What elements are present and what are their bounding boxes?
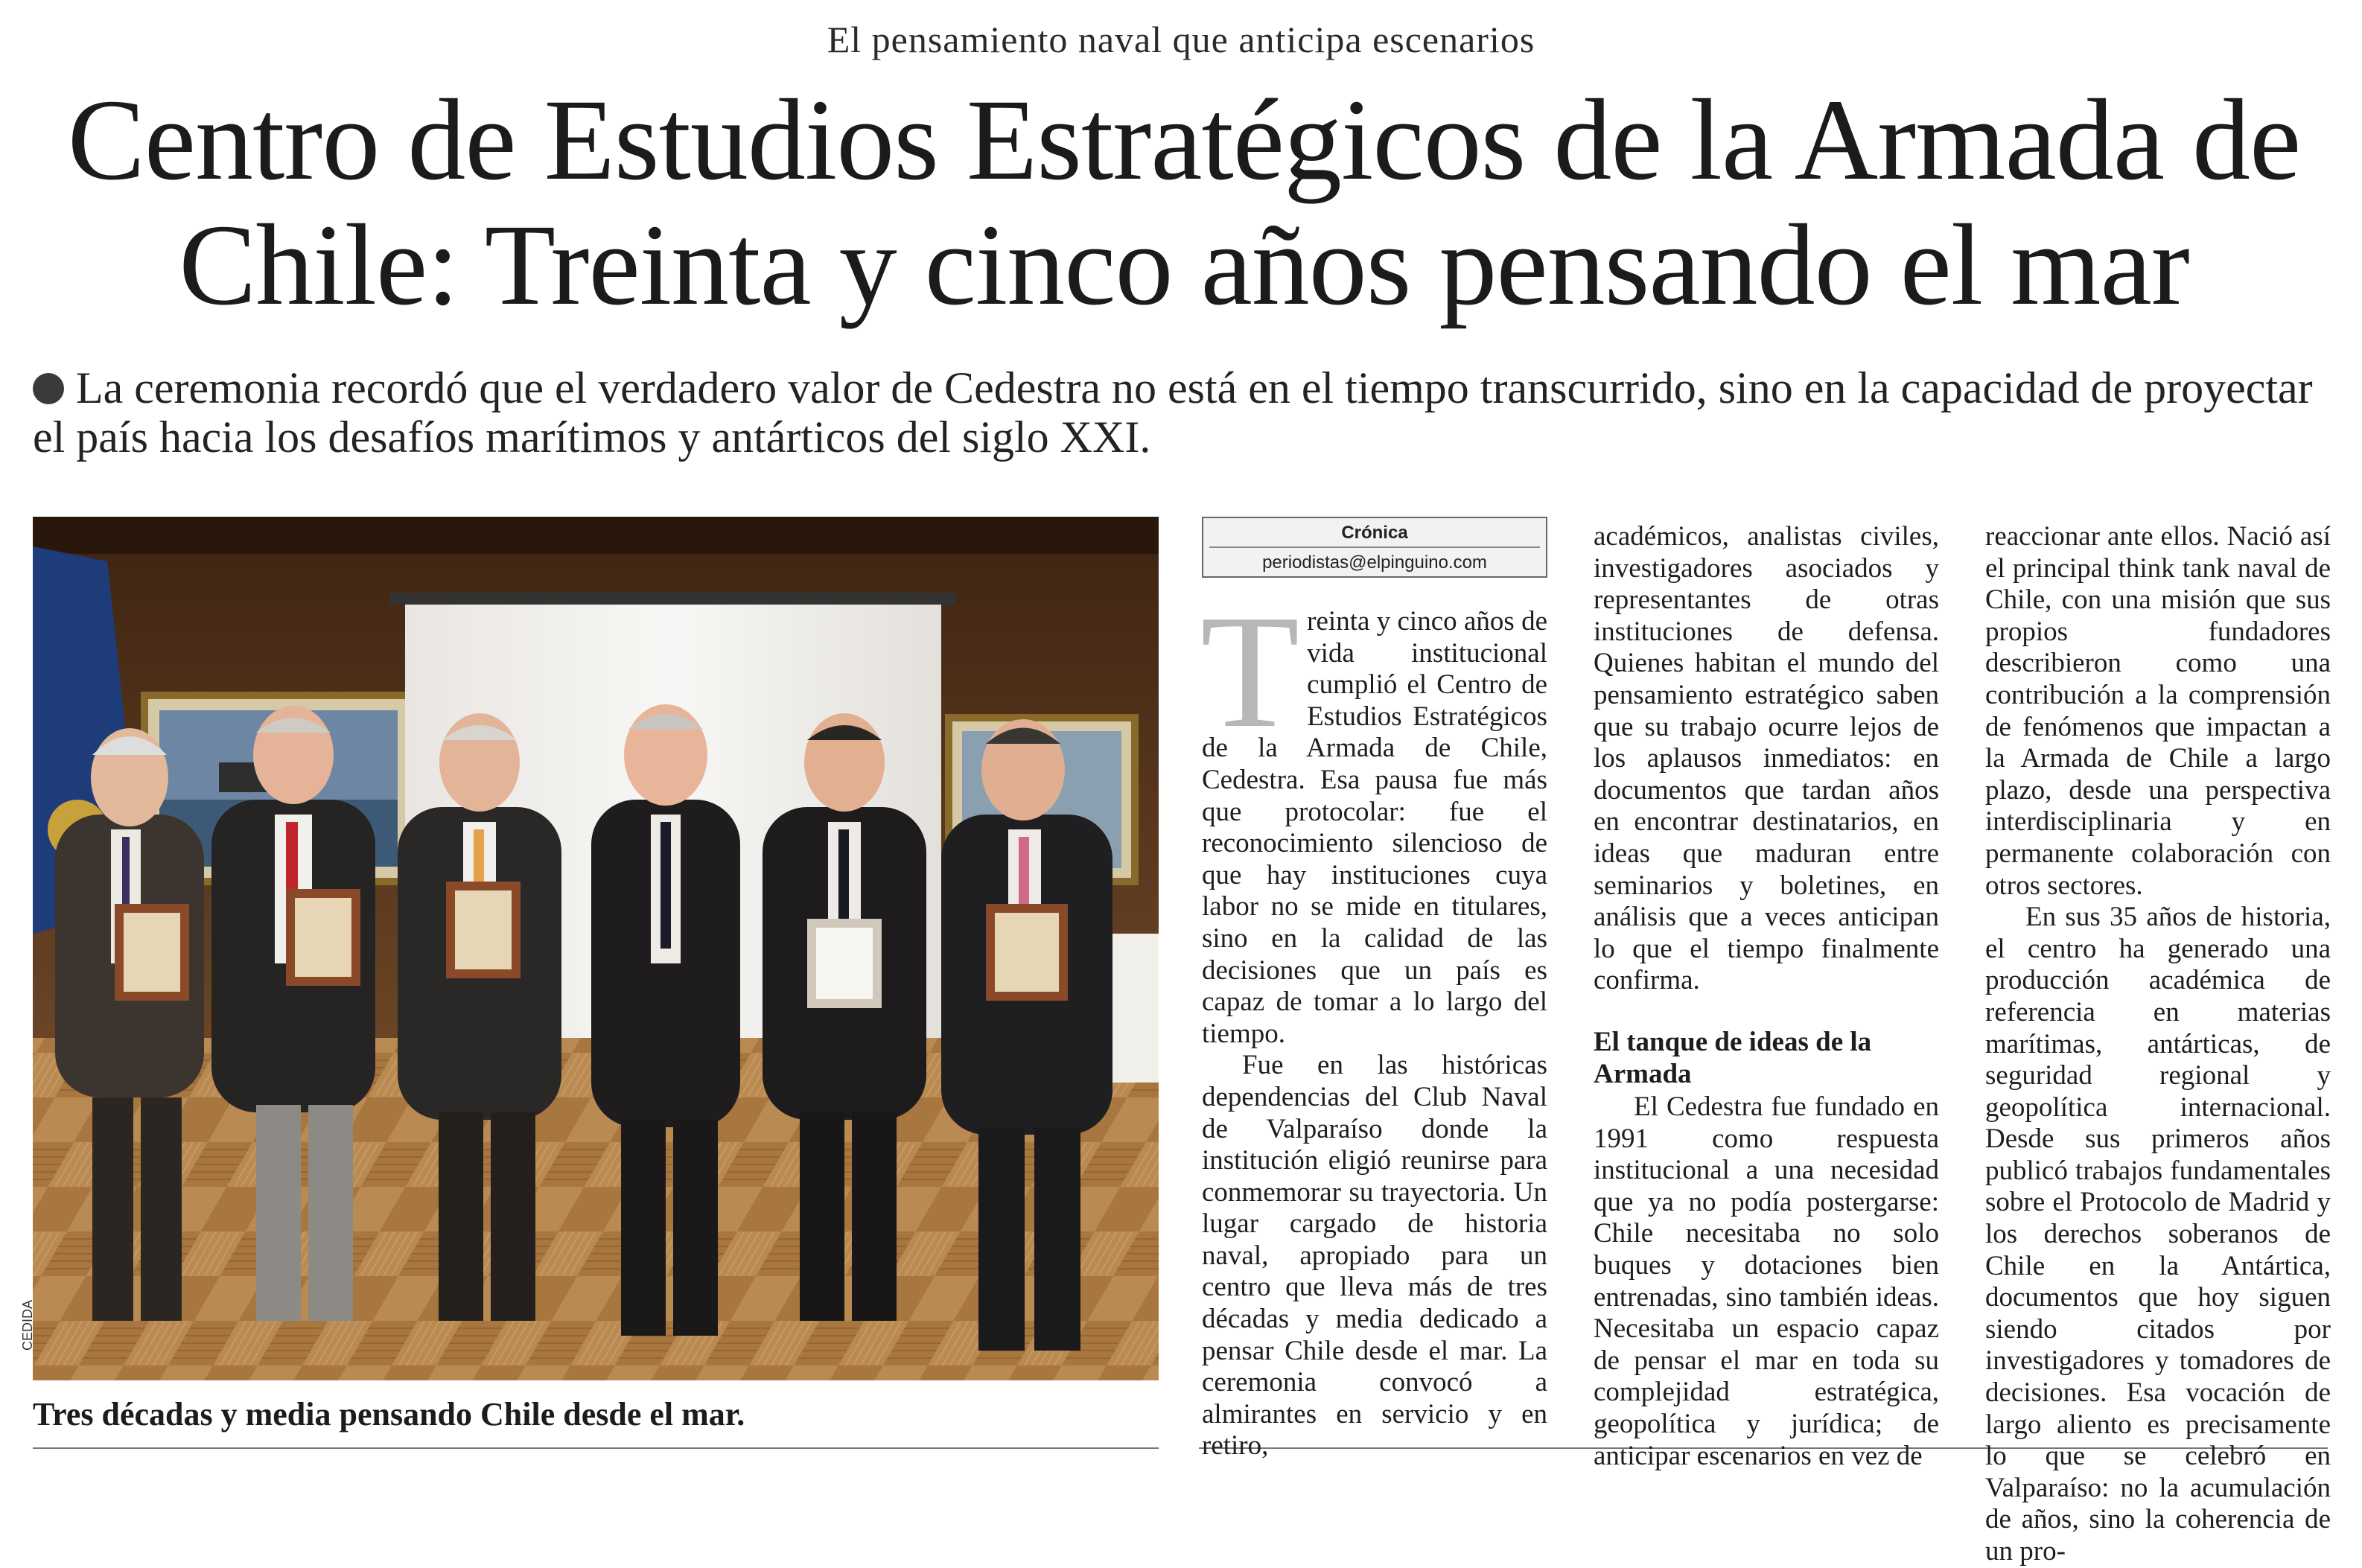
deck: [33, 363, 2326, 462]
photo-credit: CEDIDA: [20, 1299, 35, 1351]
byline-box: [1202, 517, 1547, 578]
paragraph: En sus 35 años de historia, el centro ha generado una producción académica de referencia en materias marítimas, antárticas, de seguridad regional y geopolítica internacional. Desde sus primeros años publicó trabajos fundamentales sobre el Protocolo de Madrid y los derechos soberanos de Chile en la Antártica, documentos que hoy siguen siendo citados por investigadores y tomadores de decisiones. Esa vocación de largo aliento es precisamente lo que se celebró en Valparaíso: no la acumulación de años, sino la coherencia de un pro-: [1985, 902, 2331, 1567]
column-3: [1985, 521, 2331, 1567]
paragraph: El Cedestra fue fundado en 1991 como respuesta institucional a una necesidad que ya no podía postergarse: Chile necesitaba no solo buques y dotaciones bien entrenadas, sino también ideas. Necesitaba un espacio capaz de pensar el mar en toda su complejidad estratégica, geopolítica y jurídica; de anticipar escenarios en vez de: [1594, 1091, 1939, 1471]
photo-caption: Tres décadas y media pensando Chile desde el mar.: [33, 1396, 745, 1432]
headline: Centro de Estudios Estratégicos de la Armada de Chile: Treinta y cinco años pensando el mar: [67, 75, 2301, 329]
photo-illustration: [33, 517, 1159, 1380]
byline-email: periodistas@elpinguino.com: [1262, 552, 1487, 573]
deck-text: La ceremonia recordó que el verdadero valor de Cedestra no está en el tiempo transcurrido, sino en la capacidad de proyectar el país hacia los desafíos marítimos y antárticos del siglo XXI.: [33, 363, 2313, 462]
paragraph: académicos, analistas civiles, investigadores asociados y representantes de otras instituciones de defensa. Quienes habitan el mundo del pensamiento estratégico saben que su trabajo ocurre lejos de los aplausos inmediatos: en documentos que tardan años en encontrar destinatarios, en ideas que maduran entre seminarios y boletines, en análisis que a veces anticipan lo que el tiempo finalmente confirma.: [1594, 521, 1939, 996]
paragraph: Fue en las históricas dependencias del Club Naval de Valparaíso donde la institución eligió reunirse para conmemorar su trayectoria. Un lugar cargado de historia naval, apropiado para un centro que lleva más de tres décadas y media dedicado a pensar Chile desde el mar. La ceremonia convocó a almirantes en servicio y en retiro,: [1202, 1050, 1547, 1462]
ceremony-photo: [20, 517, 1159, 1380]
byline-section: Crónica: [1341, 523, 1408, 543]
subheading: El tanque de ideas de la Armada: [1594, 1026, 1872, 1089]
bullet-icon: [33, 373, 64, 404]
kicker: El pensamiento naval que anticipa escenarios: [827, 19, 1535, 60]
paragraph: reinta y cinco años de vida institucional cumplió el Centro de Estudios Estratégicos de la Armada de Chile, Cedestra. Esa pausa fue más que protocolar: fue el reconocimiento silencioso de que hay instituciones cuya labor no se mide en titulares, sino en la calidad de las decisiones que un país es capaz de tomar a lo largo del tiempo.: [1202, 606, 1547, 1049]
column-2: [1594, 521, 1939, 1471]
divider-left: [33, 1447, 1159, 1449]
byline-divider: [1209, 546, 1540, 548]
paragraph: reaccionar ante ellos. Nació así el principal think tank naval de Chile, con una misión que sus propios fundadores describieron como una contribución a la comprensión de fenómenos que impactan a la Armada de Chile a largo plazo, desde una perspectiva interdisciplinaria y en permanente colaboración con otros sectores.: [1985, 521, 2331, 901]
column-1: [1200, 582, 1547, 1462]
dropcap: T: [1200, 582, 1300, 762]
